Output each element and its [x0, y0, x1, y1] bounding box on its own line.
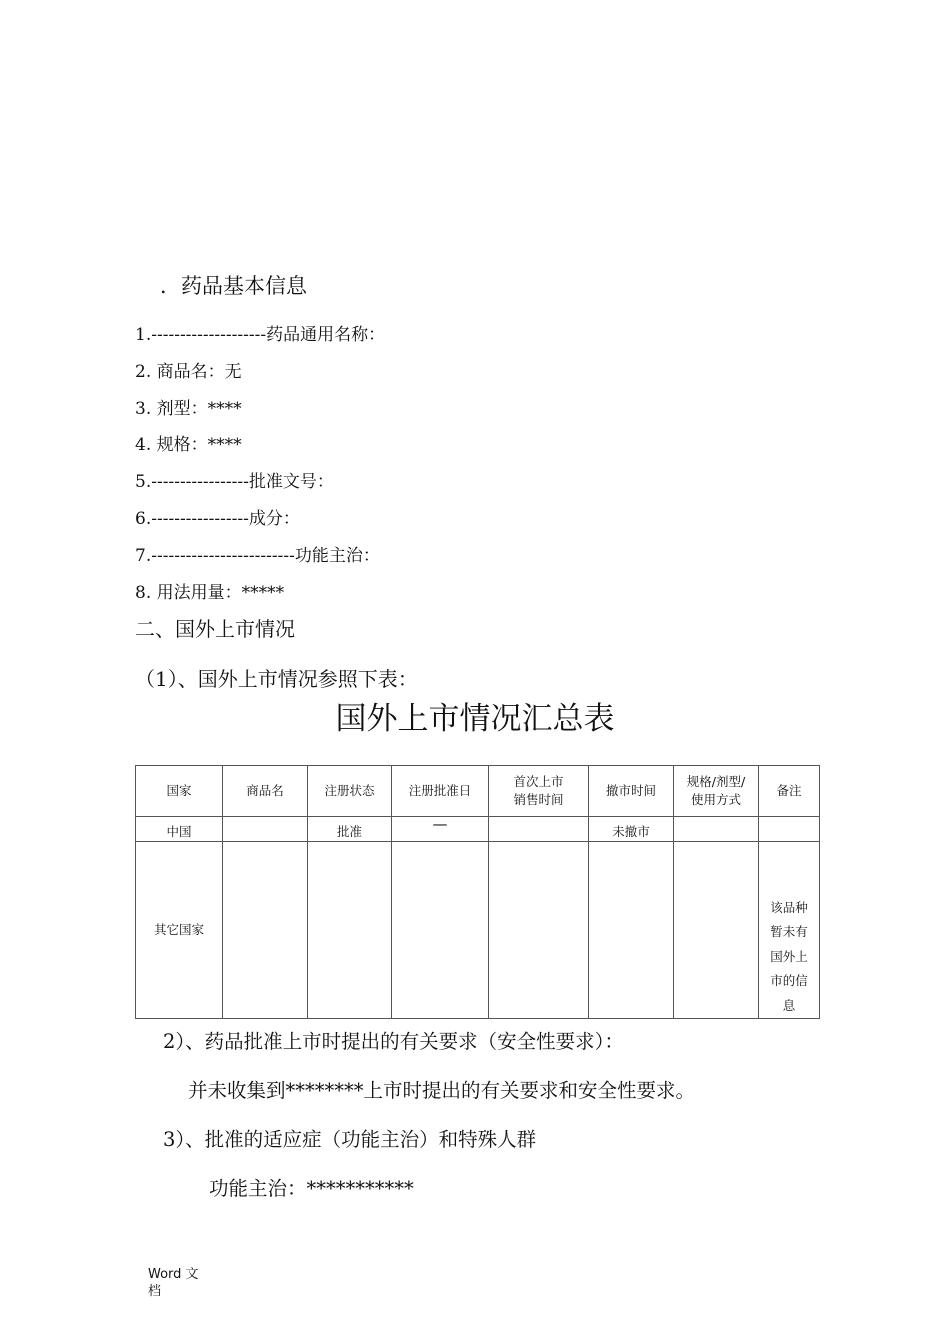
table-cell: [489, 817, 589, 842]
table-cell: [308, 842, 392, 1019]
list-item: 5.-----------------批准文号：: [135, 472, 334, 492]
header-first-sale-time: 首次上市销售时间: [489, 766, 589, 817]
paragraph-safety-requirements: 并未收集到********上市时提出的有关要求和安全性要求。: [188, 1079, 696, 1102]
table-row: [136, 817, 820, 842]
table-cell: —: [392, 817, 489, 842]
list-item: 3. 剂型：****: [135, 399, 242, 419]
list-item: 6.-----------------成分：: [135, 509, 300, 529]
table-cell: 未撤市: [589, 817, 674, 842]
market-summary-table: [135, 765, 820, 1019]
table-cell: [674, 842, 759, 1019]
list-item: 8. 用法用量：*****: [135, 583, 285, 603]
table-title: 国外上市情况汇总表: [335, 701, 615, 737]
header-spec-form-usage: 规格/剂型/使用方式: [674, 766, 759, 817]
header-country: 国家: [136, 766, 223, 817]
table-cell: [759, 817, 820, 842]
table-cell: 中国: [136, 817, 223, 842]
list-item: 2. 商品名：无: [135, 362, 242, 382]
table-cell: [392, 842, 489, 1019]
header-trade-name: 商品名: [223, 766, 308, 817]
paragraph-indications: 功能主治：***********: [209, 1177, 414, 1200]
table-cell: [589, 842, 674, 1019]
subsection-heading-3: 3）、批准的适应症（功能主治）和特殊人群: [163, 1128, 537, 1151]
table-header-row: [136, 766, 820, 817]
table-cell: 其它国家: [136, 842, 223, 1019]
table-cell: 批准: [308, 817, 392, 842]
header-approval-date: 注册批准日: [392, 766, 489, 817]
table-cell: [223, 842, 308, 1019]
table-cell: [489, 842, 589, 1019]
table-cell: [674, 817, 759, 842]
table-cell-remarks: 该品种暂未有国外上市的信息: [759, 842, 820, 1019]
footer-line: Word 文: [148, 1267, 199, 1282]
list-item: 7.-------------------------功能主治：: [135, 546, 380, 566]
header-remarks: 备注: [759, 766, 820, 817]
list-item: 4. 规格：****: [135, 435, 242, 455]
footer-line: 档: [148, 1284, 162, 1299]
section-heading-basic-info: ．药品基本信息: [160, 274, 307, 298]
header-registration-status: 注册状态: [308, 766, 392, 817]
list-item: 1.--------------------药品通用名称：: [135, 325, 386, 345]
section-heading-foreign-market: 二、国外上市情况: [135, 617, 295, 641]
header-withdrawal-time: 撤市时间: [589, 766, 674, 817]
table-cell: [223, 817, 308, 842]
table-row: [136, 842, 820, 1019]
subsection-heading-1: （1）、国外上市情况参照下表：: [135, 667, 418, 691]
subsection-heading-2: 2）、药品批准上市时提出的有关要求（安全性要求）：: [163, 1030, 624, 1053]
